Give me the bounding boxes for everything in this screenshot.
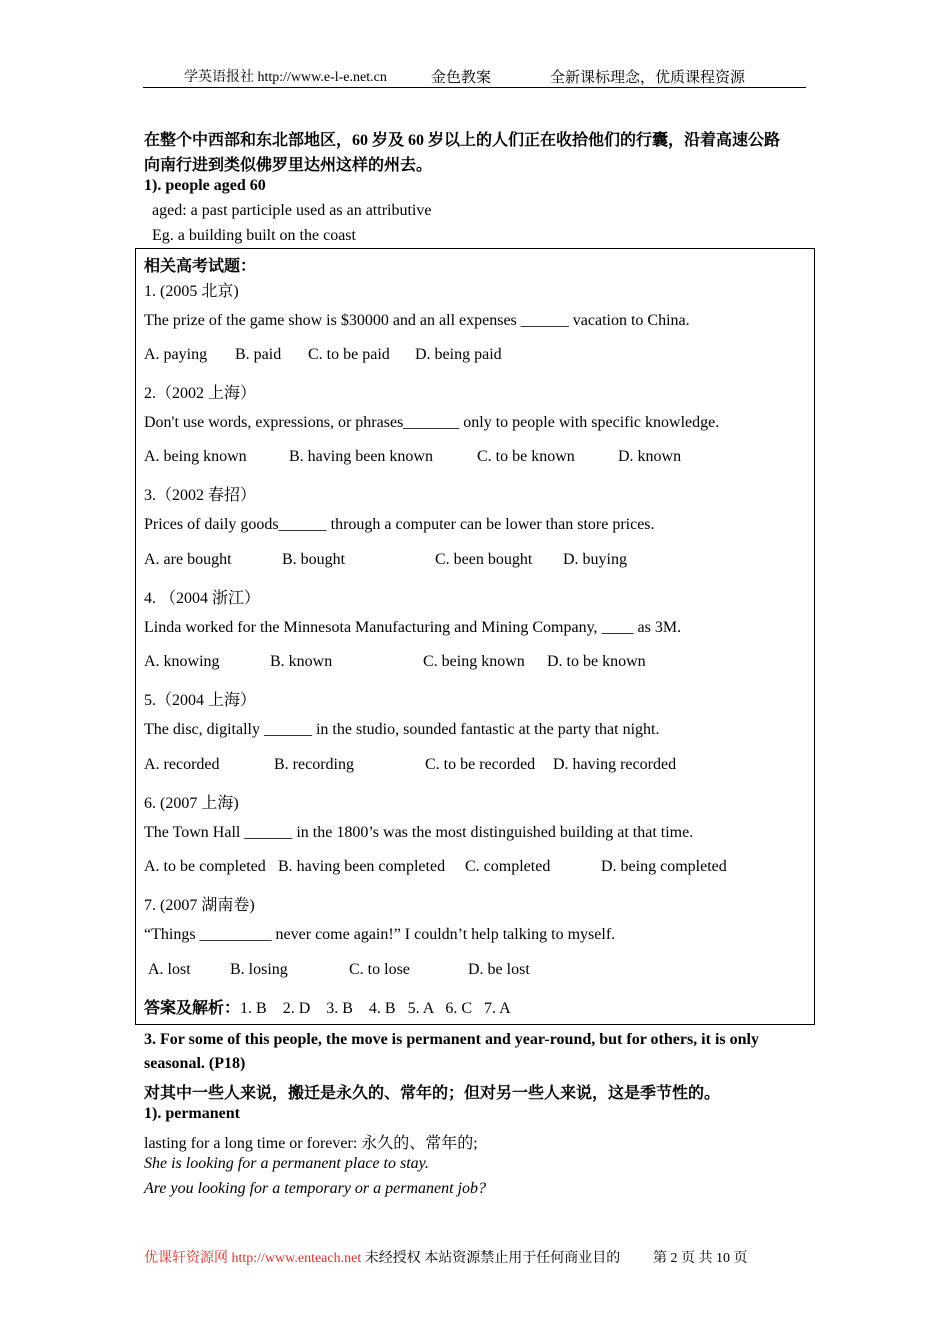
- question-3-option-b: B. bought: [282, 551, 346, 568]
- question-1-label: 1. (2005 北京): [144, 283, 239, 300]
- answers-line: [144, 995, 511, 1018]
- section3-line-2: seasonal. (P18): [144, 1055, 246, 1072]
- question-3-option-d: D. buying: [563, 551, 627, 568]
- exam-title: 相关高考试题：: [144, 258, 257, 275]
- question-7-option-d: D. be lost: [468, 961, 530, 978]
- footer-line: [144, 1247, 620, 1267]
- question-5-option-a: A. recorded: [144, 756, 220, 773]
- header-brand: 金色教案: [431, 70, 492, 86]
- footer-page-number: 第 2 页 共 10 页: [653, 1251, 748, 1266]
- question-7-stem: “Things _________ never come again!” I couldn’t help talking to myself.: [144, 926, 616, 943]
- question-3-stem: Prices of daily goods______ through a computer can be lower than store prices.: [144, 516, 655, 533]
- question-1-option-b: B. paid: [235, 346, 282, 363]
- question-5-label: 5.（2004 上海）: [144, 692, 257, 709]
- question-5-option-d: D. having recorded: [553, 756, 677, 773]
- question-5-stem: The disc, digitally ______ in the studio, sounded fantastic at the party that night.: [144, 721, 660, 738]
- question-1-stem: The prize of the game show is $30000 and an all expenses ______ vacation to China.: [144, 312, 690, 329]
- question-4-label: 4. （2004 浙江）: [144, 590, 261, 607]
- section3-point-title: 1). permanent: [144, 1105, 240, 1122]
- question-4-option-d: D. to be known: [547, 653, 646, 670]
- question-3-option-c: C. been bought: [435, 551, 533, 568]
- question-7-option-c: C. to lose: [349, 961, 410, 978]
- question-2-stem: Don't use words, expressions, or phrases_______ only to people with specific knowledge.: [144, 414, 720, 431]
- footer-notice: 未经授权 本站资源禁止用于任何商业目的: [361, 1251, 621, 1266]
- intro-example: Eg. a building built on the coast: [152, 227, 356, 244]
- question-6-option-a: A. to be completed: [144, 858, 266, 875]
- question-1-option-d: D. being paid: [415, 346, 502, 363]
- header-rule: [143, 87, 806, 88]
- section3-example-2: Are you looking for a temporary or a permanent job?: [144, 1180, 487, 1197]
- question-5-option-b: B. recording: [274, 756, 354, 773]
- question-2-option-c: C. to be known: [477, 448, 575, 465]
- question-1-option-a: A. paying: [144, 346, 208, 363]
- question-4-stem: Linda worked for the Minnesota Manufacturing and Mining Company, ____ as 3M.: [144, 619, 682, 636]
- question-7-option-a: A. lost: [148, 961, 191, 978]
- question-6-label: 6. (2007 上海): [144, 795, 239, 812]
- intro-point-title: 1). people aged 60: [144, 177, 266, 194]
- question-6-option-d: D. being completed: [601, 858, 727, 875]
- question-4-option-c: C. being known: [423, 653, 525, 670]
- question-3-label: 3.（2002 春招）: [144, 487, 257, 504]
- intro-line-2: 向南行进到类似佛罗里达州这样的州去。: [144, 157, 433, 174]
- question-2-option-b: B. having been known: [289, 448, 433, 465]
- section3-definition: lasting for a long time or forever: 永久的、常年的;: [144, 1135, 478, 1152]
- section3-translation: 对其中一些人来说，搬迁是永久的、常年的；但对另一些人来说，这是季节性的。: [144, 1085, 721, 1102]
- question-7-option-b: B. losing: [230, 961, 288, 978]
- question-2-option-a: A. being known: [144, 448, 247, 465]
- question-4-option-b: B. known: [270, 653, 333, 670]
- footer-site-link[interactable]: 优课轩资源网 http://www.enteach.net: [144, 1251, 362, 1266]
- question-2-label: 2.（2002 上海）: [144, 385, 257, 402]
- header-slogan: 全新课标理念，优质课程资源: [550, 70, 746, 86]
- section3-line-1: 3. For some of this people, the move is permanent and year-round, but for others, it is only: [144, 1031, 759, 1048]
- question-7-label: 7. (2007 湖南卷): [144, 897, 255, 914]
- question-2-option-d: D. known: [618, 448, 682, 465]
- intro-line-1: 在整个中西部和东北部地区，60 岁及 60 岁以上的人们正在收拾他们的行囊，沿着高速公路: [144, 132, 781, 149]
- answers-label: 答案及解析：: [144, 1000, 241, 1017]
- header-site: 学英语报社 http://www.e-l-e.net.cn: [184, 70, 387, 85]
- question-5-option-c: C. to be recorded: [425, 756, 536, 773]
- question-3-option-a: A. are bought: [144, 551, 232, 568]
- question-1-option-c: C. to be paid: [308, 346, 390, 363]
- question-6-option-b: B. having been completed: [278, 858, 446, 875]
- question-6-stem: The Town Hall ______ in the 1800’s was the most distinguished building at that time.: [144, 824, 694, 841]
- answers-values: 1. B 2. D 3. B 4. B 5. A 6. C 7. A: [240, 1000, 511, 1017]
- question-6-option-c: C. completed: [465, 858, 551, 875]
- intro-note: aged: a past participle used as an attributive: [152, 202, 432, 219]
- section3-example-1: She is looking for a permanent place to stay.: [144, 1155, 429, 1172]
- question-4-option-a: A. knowing: [144, 653, 220, 670]
